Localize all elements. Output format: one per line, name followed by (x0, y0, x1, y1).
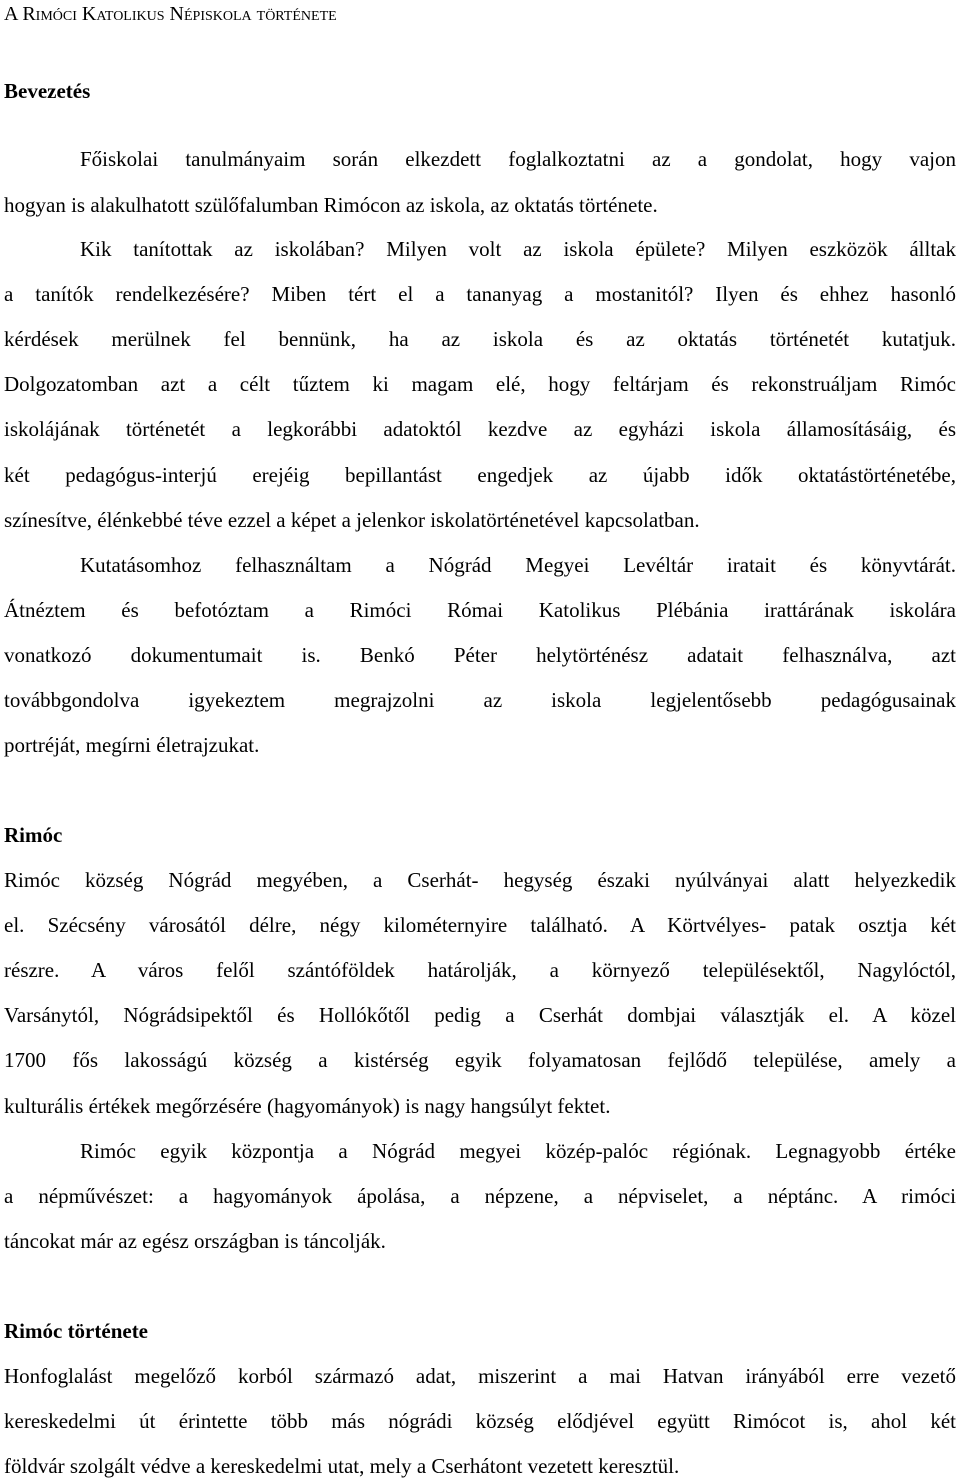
text-line: kulturális értékek megőrzésére (hagyományok) is nagy hangsúlyt fektet. (4, 1094, 611, 1118)
text-line: továbbgondolva igyekeztem megrajzolni az iskola legjelentősebb pedagógusainak (4, 688, 956, 712)
text-line: Főiskolai tanulmányaim során elkezdett foglalkoztatni az a gondolat, hogy vajon (80, 147, 956, 171)
text-line: vonatkozó dokumentumait is. Benkó Péter helytörténész adatait felhasználva, azt (4, 643, 956, 667)
text-line: Dolgozatomban azt a célt tűztem ki magam elé, hogy feltárjam és rekonstruáljam Rimóc (4, 372, 956, 396)
section-heading-rimoc-tortenete: Rimóc története (4, 1319, 149, 1343)
text-line: táncokat már az egész országban is táncolják. (4, 1229, 386, 1253)
text-line: 1700 fős lakosságú község a kistérség egyik folyamatosan fejlődő települése, amely a (4, 1048, 956, 1072)
text-line: a tanítók rendelkezésére? Miben tért el a tananyag a mostanitól? Ilyen és ehhez hasonló (4, 282, 956, 306)
text-line: Kutatásomhoz felhasználtam a Nógrád Megyei Levéltár iratait és könyvtárát. (80, 553, 956, 577)
text-line: Varsánytól, Nógrádsipektől és Hollókőtől pedig a Cserhát dombjai választják el. A közel (4, 1003, 956, 1027)
text-line: Rimóc község Nógrád megyében, a Cserhát- hegység északi nyúlványai alatt helyezkedik (4, 868, 956, 892)
text-line: Átnéztem és befotóztam a Rimóci Római Katolikus Plébánia irattárának iskolára (4, 598, 956, 622)
text-line: Kik tanítottak az iskolában? Milyen volt az iskola épülete? Milyen eszközök álltak (80, 237, 956, 261)
text-line: Honfoglalást megelőző korból származó adat, miszerint a mai Hatvan irányából erre vezető (4, 1364, 956, 1388)
text-line: hogyan is alakulhatott szülőfalumban Rimócon az iskola, az oktatás története. (4, 193, 658, 217)
text-line: színesítve, élénkebbé téve ezzel a képet a jelenkor iskolatörténetével kapcsolatban. (4, 508, 700, 532)
section-heading-bevezetes: Bevezetés (4, 79, 91, 103)
text-line: kérdések merülnek fel bennünk, ha az iskola és az oktatás történetét kutatjuk. (4, 327, 956, 351)
text-line: iskolájának történetét a legkorábbi adatoktól kezdve az egyházi iskola államosításáig, és (4, 417, 956, 441)
text-line: Rimóc egyik központja a Nógrád megyei közép-palóc régiónak. Legnagyobb értéke (80, 1139, 956, 1163)
document-title: A Rimóci Katolikus Népiskola története (4, 3, 337, 25)
text-line: részre. A város felől szántóföldek határolják, a környező településektől, Nagylóctól, (4, 958, 956, 982)
text-line: két pedagógus-interjú erejéig bepillantást engedjek az újabb idők oktatástörténetébe, (4, 463, 956, 487)
text-line: portréját, megírni életrajzukat. (4, 733, 260, 757)
section-heading-rimoc: Rimóc (4, 823, 63, 847)
text-line: el. Szécsény városától délre, négy kilométernyire található. A Körtvélyes- patak osztja két (4, 913, 956, 937)
text-line: a népművészet: a hagyományok ápolása, a népzene, a népviselet, a néptánc. A rimóci (4, 1184, 956, 1208)
text-line: földvár szolgált védve a kereskedelmi utat, mely a Cserhátont vezetett keresztül. (4, 1454, 680, 1478)
text-line: kereskedelmi út érintette több más nógrádi község elődjével együtt Rimócot is, ahol két (4, 1409, 956, 1433)
